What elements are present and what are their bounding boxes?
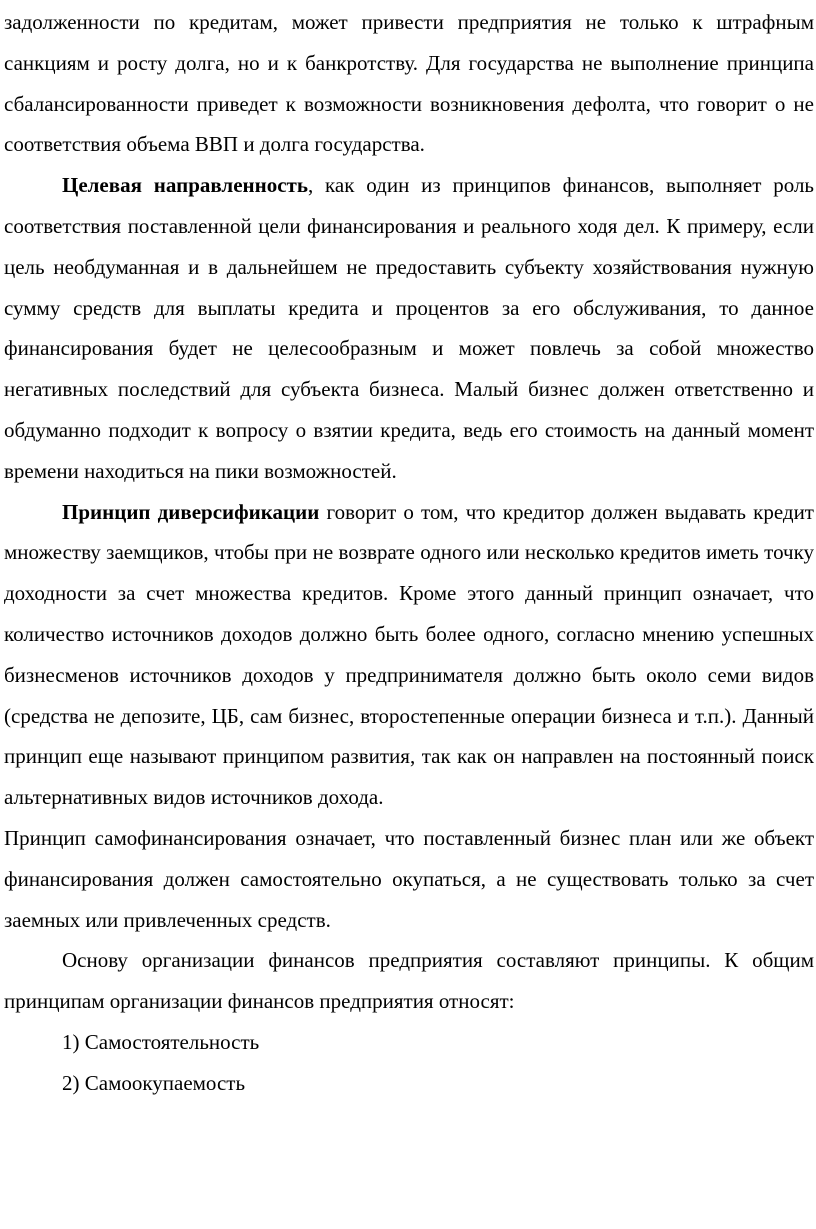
paragraph-text: Основу организации финансов предприятия составляют принципы. К общим принципам организации финансов предприятия относят: [4,948,814,1014]
paragraph-self-financing [4,818,814,940]
paragraph-balance-continuation [4,2,814,165]
paragraph-text: задолженности по кредитам, может привести предприятия не только к штрафным санкциям и росту долга, но и к банкротству. Для государства не выполнение принципа сбалансированности приведет к возможности возникновения дефолта, что говорит о не соответствия объема ВВП и долга государства. [4,10,814,157]
document-page [4,0,814,1104]
paragraph-target-orientation [4,165,814,491]
paragraph-principles-intro [4,940,814,1022]
list-item-independence [4,1022,814,1063]
list-item-text: 2) Самоокупаемость [62,1070,246,1095]
paragraph-text: , как один из принципов финансов, выполняет роль соответствия поставленной цели финансирования и реального ходя дел. К примеру, если цель необдуманная и в дальнейшем не предоставить субъекту хозяйствования нужную сумму средств для выплаты кредита и процентов за его обслуживания, то данное финансирования будет не целесообразным и может повлечь за собой множество негативных последствий для субъекта бизнеса. Малый бизнес должен ответственно и обдуманно подходит к вопросу о взятии кредита, ведь его стоимость на данный момент времени находиться на пики возможностей. [4,173,814,483]
paragraph-text: Принцип самофинансирования означает, что поставленный бизнес план или же объект финансирования должен самостоятельно окупаться, а не существовать только за счет заемных или привлеченных средств. [4,825,814,932]
paragraph-lead-bold: Принцип диверсификации [62,499,320,524]
paragraph-lead-bold: Целевая направленность [62,173,308,198]
list-item-text: 1) Самостоятельность [62,1029,260,1054]
list-item-self-sufficiency [4,1063,814,1104]
paragraph-text: говорит о том, что кредитор должен выдавать кредит множеству заемщиков, чтобы при не возврате одного или несколько кредитов иметь точку доходности за счет множества кредитов. Кроме этого данный принцип означает, что количество источников доходов должно быть более одного, согласно мнению успешных бизнесменов источников доходов у предпринимателя должно быть около семи видов (средства не депозите, ЦБ, сам бизнес, второстепенные операции бизнеса и т.п.). Данный принцип еще называют принципом развития, так как он направлен на постоянный поиск альтернативных видов источников дохода. [4,499,814,810]
paragraph-diversification [4,492,814,818]
